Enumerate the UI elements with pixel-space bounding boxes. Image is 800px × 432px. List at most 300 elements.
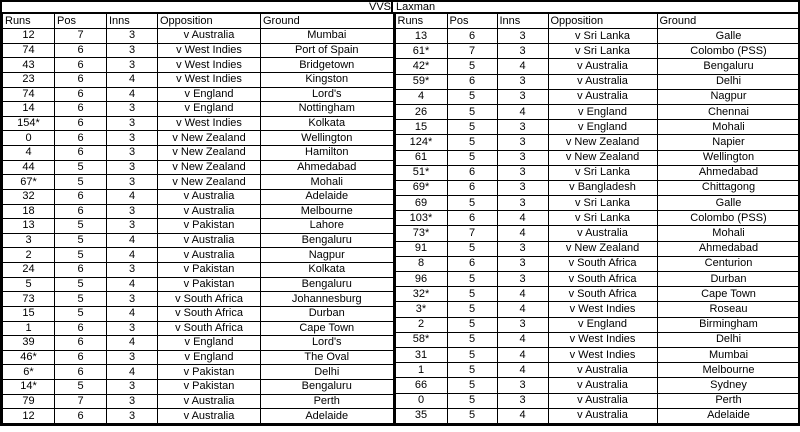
column-header-inns: Inns: [497, 14, 548, 29]
table-cell: Johannesburg: [261, 292, 394, 307]
table-cell: Mohali: [261, 175, 394, 190]
table-cell: 154*: [3, 116, 55, 131]
table-row: [3, 321, 394, 336]
table-cell: v New Zealand: [158, 131, 261, 146]
table-row: [395, 256, 800, 271]
table-cell: v Australia: [158, 409, 261, 424]
table-row: [3, 394, 394, 409]
table-cell: 13: [3, 219, 55, 234]
table-cell: Adelaide: [261, 409, 394, 424]
tables-container: [0, 13, 800, 426]
table-cell: 3: [107, 380, 158, 395]
table-row: [3, 336, 394, 351]
table-cell: v Australia: [548, 89, 657, 104]
table-cell: 3: [107, 58, 158, 73]
table-cell: v Australia: [158, 189, 261, 204]
table-cell: 5: [447, 378, 497, 393]
table-cell: Ahmedabad: [261, 160, 394, 175]
table-row: [395, 59, 800, 74]
table-cell: Durban: [261, 306, 394, 321]
table-cell: 5: [55, 277, 107, 292]
table-cell: 32*: [395, 287, 447, 302]
table-cell: 5: [447, 287, 497, 302]
table-cell: 6: [55, 131, 107, 146]
table-cell: 12: [3, 29, 55, 44]
table-cell: Hamilton: [261, 146, 394, 161]
table-row: [395, 165, 800, 180]
table-body: [3, 29, 394, 424]
table-cell: 32: [3, 189, 55, 204]
table-cell: 23: [3, 72, 55, 87]
table-cell: v Australia: [548, 74, 657, 89]
table-cell: Bengaluru: [261, 277, 394, 292]
table-cell: 5: [447, 104, 497, 119]
table-cell: v Sri Lanka: [548, 211, 657, 226]
table-cell: 3*: [395, 302, 447, 317]
table-cell: Durban: [657, 272, 800, 287]
column-header-pos: Pos: [447, 14, 497, 29]
table-cell: Nottingham: [261, 102, 394, 117]
table-cell: 3: [497, 317, 548, 332]
table-cell: v Pakistan: [158, 380, 261, 395]
table-cell: 4: [497, 363, 548, 378]
table-cell: 5: [447, 408, 497, 423]
table-cell: Adelaide: [261, 189, 394, 204]
table-cell: v England: [548, 104, 657, 119]
table-cell: 6: [55, 102, 107, 117]
table-cell: Mumbai: [261, 29, 394, 44]
table-row: [3, 131, 394, 146]
table-cell: 66: [395, 378, 447, 393]
table-cell: 15: [395, 120, 447, 135]
table-row: [395, 226, 800, 241]
table-cell: 5: [447, 302, 497, 317]
table-cell: v West Indies: [158, 116, 261, 131]
table-cell: v England: [548, 120, 657, 135]
table-cell: 1: [3, 321, 55, 336]
table-cell: v New Zealand: [548, 135, 657, 150]
table-cell: v West Indies: [548, 302, 657, 317]
table-row: [3, 248, 394, 263]
table-cell: v West Indies: [548, 332, 657, 347]
column-header-ground: Ground: [657, 14, 800, 29]
table-cell: 61: [395, 150, 447, 165]
table-cell: v Australia: [158, 394, 261, 409]
table-cell: Lahore: [261, 219, 394, 234]
table-cell: 4: [497, 347, 548, 362]
table-cell: The Oval: [261, 350, 394, 365]
table-cell: 5: [55, 292, 107, 307]
table-cell: 6: [447, 165, 497, 180]
header-row: [3, 14, 394, 29]
header-row: [395, 14, 800, 29]
table-row: [3, 365, 394, 380]
table-cell: 4: [497, 104, 548, 119]
table-cell: 5: [447, 332, 497, 347]
column-header-opposition: Opposition: [548, 14, 657, 29]
table-cell: 42*: [395, 59, 447, 74]
table-cell: Delhi: [657, 74, 800, 89]
table-row: [395, 44, 800, 59]
table-cell: 5: [447, 241, 497, 256]
table-cell: 3: [497, 272, 548, 287]
table-cell: 6: [55, 189, 107, 204]
table-row: [3, 380, 394, 395]
table-row: [3, 102, 394, 117]
table-cell: 44: [3, 160, 55, 175]
table-cell: Mohali: [657, 226, 800, 241]
table-cell: 5: [447, 347, 497, 362]
table-cell: v West Indies: [158, 72, 261, 87]
table-cell: 5: [447, 272, 497, 287]
table-cell: Ahmedabad: [657, 241, 800, 256]
table-row: [395, 378, 800, 393]
table-cell: 3: [107, 43, 158, 58]
table-cell: Nagpur: [261, 248, 394, 263]
table-cell: v Sri Lanka: [548, 29, 657, 44]
table-cell: 35: [395, 408, 447, 423]
table-row: [3, 409, 394, 424]
table-cell: v Australia: [548, 393, 657, 408]
table-cell: v Pakistan: [158, 263, 261, 278]
table-row: [395, 29, 800, 44]
table-cell: v Australia: [158, 248, 261, 263]
table-cell: Napier: [657, 135, 800, 150]
table-cell: 2: [395, 317, 447, 332]
table-cell: Galle: [657, 29, 800, 44]
table-cell: 5: [447, 135, 497, 150]
table-row: [395, 120, 800, 135]
table-row: [3, 160, 394, 175]
table-cell: v England: [158, 350, 261, 365]
table-cell: 5: [447, 120, 497, 135]
table-row: [3, 175, 394, 190]
table-cell: 3: [107, 102, 158, 117]
table-cell: v South Africa: [548, 287, 657, 302]
table-cell: 79: [3, 394, 55, 409]
table-cell: 4: [107, 336, 158, 351]
table-row: [3, 72, 394, 87]
table-body: [395, 29, 800, 424]
table-row: [3, 350, 394, 365]
table-cell: v Pakistan: [158, 219, 261, 234]
table-cell: v England: [158, 87, 261, 102]
table-row: [395, 317, 800, 332]
table-cell: 14*: [3, 380, 55, 395]
sheet-title-left: VVS: [2, 2, 393, 12]
table-cell: 6*: [3, 365, 55, 380]
table-cell: v West Indies: [158, 43, 261, 58]
table-row: [395, 393, 800, 408]
table-cell: v New Zealand: [158, 146, 261, 161]
sheet-title: [0, 0, 800, 13]
table-cell: 4: [3, 146, 55, 161]
table-cell: 4: [107, 233, 158, 248]
table-cell: 61*: [395, 44, 447, 59]
table-cell: v West Indies: [548, 347, 657, 362]
table-cell: v South Africa: [158, 292, 261, 307]
table-cell: Sydney: [657, 378, 800, 393]
table-cell: 0: [3, 131, 55, 146]
table-cell: 73: [3, 292, 55, 307]
table-cell: 3: [107, 116, 158, 131]
table-cell: v South Africa: [158, 321, 261, 336]
table-cell: 6: [447, 256, 497, 271]
table-cell: 3: [107, 175, 158, 190]
table-cell: v Bangladesh: [548, 180, 657, 195]
table-cell: v Australia: [158, 29, 261, 44]
table-cell: 6: [55, 365, 107, 380]
table-cell: v Sri Lanka: [548, 165, 657, 180]
table-cell: 5: [447, 393, 497, 408]
table-cell: 6: [55, 409, 107, 424]
column-header-ground: Ground: [261, 14, 394, 29]
table-row: [3, 87, 394, 102]
table-cell: 3: [107, 29, 158, 44]
table-cell: 4: [107, 365, 158, 380]
table-cell: 6: [55, 321, 107, 336]
table-cell: 3: [497, 378, 548, 393]
table-cell: Birmingham: [657, 317, 800, 332]
table-cell: 5: [447, 59, 497, 74]
column-header-opposition: Opposition: [158, 14, 261, 29]
table-cell: 3: [107, 292, 158, 307]
table-cell: Bridgetown: [261, 58, 394, 73]
table-cell: 4: [497, 226, 548, 241]
table-cell: 46*: [3, 350, 55, 365]
table-cell: Roseau: [657, 302, 800, 317]
table-row: [395, 363, 800, 378]
table-row: [3, 189, 394, 204]
table-row: [3, 204, 394, 219]
table-row: [395, 408, 800, 423]
table-row: [395, 302, 800, 317]
table-cell: Lord's: [261, 336, 394, 351]
table-row: [3, 116, 394, 131]
table-cell: 18: [3, 204, 55, 219]
table-cell: 91: [395, 241, 447, 256]
table-cell: 39: [3, 336, 55, 351]
table-cell: 3: [107, 131, 158, 146]
table-cell: Chennai: [657, 104, 800, 119]
table-cell: 96: [395, 272, 447, 287]
table-cell: 5: [447, 89, 497, 104]
table-cell: 31: [395, 347, 447, 362]
innings-table-left: [2, 13, 395, 424]
table-cell: 3: [107, 409, 158, 424]
table-cell: 7: [447, 44, 497, 59]
table-cell: Ahmedabad: [657, 165, 800, 180]
table-cell: 5: [55, 248, 107, 263]
table-cell: Cape Town: [261, 321, 394, 336]
table-cell: Lord's: [261, 87, 394, 102]
table-cell: 43: [3, 58, 55, 73]
table-row: [395, 332, 800, 347]
table-cell: 0: [395, 393, 447, 408]
table-cell: Delhi: [657, 332, 800, 347]
table-cell: 3: [497, 89, 548, 104]
table-row: [3, 29, 394, 44]
table-cell: 4: [107, 87, 158, 102]
table-cell: 3: [107, 394, 158, 409]
column-header-runs: Runs: [3, 14, 55, 29]
table-cell: v New Zealand: [548, 150, 657, 165]
table-cell: 4: [107, 72, 158, 87]
table-cell: 4: [107, 306, 158, 321]
table-cell: 5: [55, 219, 107, 234]
table-cell: 3: [497, 180, 548, 195]
table-cell: v New Zealand: [158, 160, 261, 175]
table-cell: Kolkata: [261, 116, 394, 131]
table-cell: 4: [107, 277, 158, 292]
table-cell: Wellington: [657, 150, 800, 165]
table-row: [3, 219, 394, 234]
table-cell: 6: [55, 58, 107, 73]
table-row: [395, 272, 800, 287]
table-cell: v Australia: [548, 378, 657, 393]
table-cell: 5: [447, 196, 497, 211]
table-cell: 6: [447, 29, 497, 44]
table-row: [3, 306, 394, 321]
table-cell: Port of Spain: [261, 43, 394, 58]
table-cell: Chittagong: [657, 180, 800, 195]
table-row: [395, 150, 800, 165]
table-row: [3, 263, 394, 278]
table-cell: v Pakistan: [158, 365, 261, 380]
table-cell: 67*: [3, 175, 55, 190]
table-cell: v Sri Lanka: [548, 196, 657, 211]
table-cell: v Australia: [548, 408, 657, 423]
sheet-title-right: Laxman: [396, 1, 436, 13]
table-cell: 3: [497, 196, 548, 211]
table-cell: v New Zealand: [158, 175, 261, 190]
table-cell: 103*: [395, 211, 447, 226]
table-row: [3, 58, 394, 73]
table-cell: 3: [107, 160, 158, 175]
table-cell: 4: [497, 408, 548, 423]
table-row: [395, 89, 800, 104]
table-cell: v England: [158, 102, 261, 117]
table-cell: 2: [3, 248, 55, 263]
table-cell: Perth: [261, 394, 394, 409]
table-cell: 3: [497, 256, 548, 271]
table-cell: 4: [497, 287, 548, 302]
table-cell: 6: [55, 350, 107, 365]
column-header-pos: Pos: [55, 14, 107, 29]
table-cell: Melbourne: [657, 363, 800, 378]
table-cell: 6: [55, 43, 107, 58]
table-cell: 3: [497, 393, 548, 408]
table-cell: 5: [55, 160, 107, 175]
table-row: [395, 287, 800, 302]
table-row: [395, 104, 800, 119]
table-cell: 1: [395, 363, 447, 378]
table-cell: 3: [497, 74, 548, 89]
table-cell: Delhi: [261, 365, 394, 380]
table-cell: 73*: [395, 226, 447, 241]
table-cell: 15: [3, 306, 55, 321]
table-cell: 4: [395, 89, 447, 104]
table-cell: 7: [55, 394, 107, 409]
table-cell: 51*: [395, 165, 447, 180]
table-cell: 5: [447, 150, 497, 165]
table-cell: 7: [447, 226, 497, 241]
table-cell: 14: [3, 102, 55, 117]
table-cell: Bengaluru: [261, 380, 394, 395]
table-cell: 74: [3, 87, 55, 102]
table-row: [395, 241, 800, 256]
table-row: [3, 292, 394, 307]
table-cell: 5: [447, 317, 497, 332]
table-cell: Perth: [657, 393, 800, 408]
table-cell: Adelaide: [657, 408, 800, 423]
table-row: [395, 196, 800, 211]
column-header-inns: Inns: [107, 14, 158, 29]
table-cell: Centurion: [657, 256, 800, 271]
table-row: [395, 347, 800, 362]
table-cell: 59*: [395, 74, 447, 89]
table-cell: Kolkata: [261, 263, 394, 278]
table-cell: 3: [497, 120, 548, 135]
table-cell: 3: [107, 204, 158, 219]
table-row: [3, 146, 394, 161]
table-cell: v New Zealand: [548, 241, 657, 256]
table-cell: 6: [55, 72, 107, 87]
table-cell: 5: [55, 233, 107, 248]
table-cell: Colombo (PSS): [657, 211, 800, 226]
table-cell: 6: [55, 263, 107, 278]
table-cell: Wellington: [261, 131, 394, 146]
table-cell: 3: [497, 150, 548, 165]
table-cell: v Sri Lanka: [548, 44, 657, 59]
table-cell: 5: [447, 363, 497, 378]
column-header-runs: Runs: [395, 14, 447, 29]
table-cell: 124*: [395, 135, 447, 150]
table-cell: 6: [55, 204, 107, 219]
table-cell: 3: [497, 165, 548, 180]
table-cell: Kingston: [261, 72, 394, 87]
table-cell: 4: [497, 332, 548, 347]
table-cell: 3: [107, 350, 158, 365]
table-cell: 3: [107, 321, 158, 336]
table-cell: Nagpur: [657, 89, 800, 104]
table-cell: Cape Town: [657, 287, 800, 302]
table-cell: Colombo (PSS): [657, 44, 800, 59]
table-row: [3, 233, 394, 248]
table-cell: v Australia: [548, 226, 657, 241]
table-cell: 6: [55, 336, 107, 351]
table-cell: 5: [55, 380, 107, 395]
table-cell: v Australia: [548, 363, 657, 378]
table-cell: v South Africa: [548, 256, 657, 271]
table-cell: v South Africa: [548, 272, 657, 287]
table-cell: 7: [55, 29, 107, 44]
table-cell: 4: [497, 302, 548, 317]
table-cell: 74: [3, 43, 55, 58]
table-cell: v Australia: [158, 204, 261, 219]
table-cell: v Pakistan: [158, 277, 261, 292]
table-cell: 3: [497, 241, 548, 256]
table-cell: v Australia: [158, 233, 261, 248]
table-cell: 3: [497, 29, 548, 44]
table-row: [395, 135, 800, 150]
table-cell: 3: [3, 233, 55, 248]
table-cell: 3: [107, 219, 158, 234]
table-cell: 3: [107, 146, 158, 161]
table-cell: Galle: [657, 196, 800, 211]
table-row: [3, 43, 394, 58]
table-cell: 13: [395, 29, 447, 44]
